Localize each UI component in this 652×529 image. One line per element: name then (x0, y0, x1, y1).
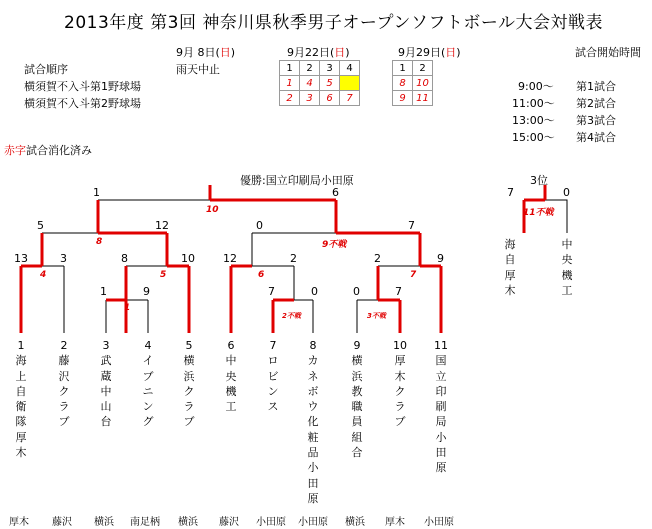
game-number: 10 (206, 205, 219, 215)
page-title: 2013年度 第3回 神奈川県秋季男子オープンソフトボール大会対戦表 (64, 13, 604, 33)
score: 5 (37, 219, 44, 232)
team-entry: 6 中央機工 (225, 339, 237, 414)
day1-date: 9月 8日(日) (176, 46, 236, 59)
score: 7 (395, 285, 402, 298)
venue: 藤沢 (52, 517, 72, 528)
team-entry: 1 海上自衛隊厚木 (15, 339, 27, 460)
score: 0 (311, 285, 318, 298)
game-slot-4: 第4試合 (576, 131, 616, 144)
team-entry: 5 横浜クラブ (183, 339, 195, 429)
venue: 横浜 (178, 517, 198, 528)
team-entry: 8 カネボウ化粧品小田原 (307, 339, 319, 505)
score: 2 (374, 252, 381, 265)
order-cell: 1 (393, 61, 413, 76)
score: 7 (268, 285, 275, 298)
win-line (21, 266, 42, 333)
third-team-entry: 中央機工 (561, 238, 573, 297)
game-cell: 2 (280, 91, 300, 106)
order-label: 試合順序 (24, 63, 68, 76)
score: 2 (290, 252, 297, 265)
game-number: 8 (96, 237, 103, 247)
team-entry: 9 横浜教職員組合 (351, 339, 363, 460)
score: 0 (563, 186, 570, 199)
team-entry: 11 国立印刷局小田原 (434, 339, 448, 475)
game-cell: 4 (300, 76, 320, 91)
team-entry: 3 武蔵中山台 (100, 339, 112, 429)
team-entry: 2 藤沢クラブ (58, 339, 70, 429)
game-cell: 1 (280, 76, 300, 91)
game-slot-2: 第2試合 (576, 97, 616, 110)
venue: 小田原 (424, 517, 454, 528)
win-line (210, 200, 336, 233)
score: 10 (181, 252, 195, 265)
third-place-label: 3位 (530, 174, 548, 187)
venue: 小田原 (298, 517, 328, 528)
game-cell: 7 (340, 91, 360, 106)
score: 13 (14, 252, 28, 265)
third-team-entry: 海自厚木 (504, 238, 516, 297)
score: 1 (100, 285, 107, 298)
win-line (98, 233, 167, 266)
order-cell: 1 (280, 61, 300, 76)
score: 1 (93, 186, 100, 199)
score: 0 (353, 285, 360, 298)
game-number: 5 (160, 270, 167, 280)
day3-date: 9月29日(日) (398, 46, 461, 59)
score: 9 (437, 252, 444, 265)
field1-label: 横須賀不入斗第1野球場 (24, 80, 141, 93)
win-line (231, 266, 252, 333)
score: 3 (60, 252, 67, 265)
game-cell: 11 (413, 91, 433, 106)
order-cell: 2 (413, 61, 433, 76)
score: 7 (507, 186, 514, 199)
order-cell: 3 (320, 61, 340, 76)
game-number: 7 (410, 270, 417, 280)
score: 12 (155, 219, 169, 232)
time-1: 9:00～ (518, 80, 554, 93)
score: 7 (408, 219, 415, 232)
game-number: 1 (124, 303, 131, 313)
start-time-header: 試合開始時間 (575, 46, 641, 59)
venue: 厚木 (9, 517, 29, 528)
field2-label: 横須賀不入斗第2野球場 (24, 97, 141, 110)
time-2: 11:00～ (512, 97, 555, 110)
score: 9 (143, 285, 150, 298)
day2-date: 9月22日(日) (287, 46, 350, 59)
score: 8 (121, 252, 128, 265)
score: 6 (332, 186, 339, 199)
legend: 赤字試合消化済み (4, 144, 92, 157)
venue: 南足柄 (130, 517, 160, 528)
game-number: 3不戦 (367, 312, 386, 320)
winner-label: 優勝:国立印刷局小田原 (240, 174, 354, 187)
win-line (420, 266, 441, 333)
rain-cancel-note: 雨天中止 (176, 63, 220, 76)
game-cell: 8 (393, 76, 413, 91)
venue: 横浜 (345, 517, 365, 528)
order-cell: 2 (300, 61, 320, 76)
venue: 横浜 (94, 517, 114, 528)
game-number: 6 (258, 270, 265, 280)
game-number: 11不戦 (523, 208, 554, 218)
time-4: 15:00～ (512, 131, 555, 144)
venue: 厚木 (385, 517, 405, 528)
score: 0 (256, 219, 263, 232)
game-number: 4 (40, 270, 47, 280)
game-number: 2不戦 (282, 312, 301, 320)
team-entry: 4 イブニング (142, 339, 154, 429)
game-cell: 9 (393, 91, 413, 106)
game-number: 9不戦 (322, 240, 347, 250)
game-slot-1: 第1試合 (576, 80, 616, 93)
team-entry: 10 厚木クラブ (393, 339, 407, 429)
game-slot-3: 第3試合 (576, 114, 616, 127)
game-cell: 10 (413, 76, 433, 91)
game-cell: 5 (320, 76, 340, 91)
win-line (167, 266, 189, 333)
time-3: 13:00～ (512, 114, 555, 127)
team-entry: 7 ロビンス (267, 339, 279, 414)
game-cell: 6 (320, 91, 340, 106)
score: 12 (223, 252, 237, 265)
venue: 小田原 (256, 517, 286, 528)
game-cell: 3 (300, 91, 320, 106)
venue: 藤沢 (219, 517, 239, 528)
order-cell: 4 (340, 61, 360, 76)
